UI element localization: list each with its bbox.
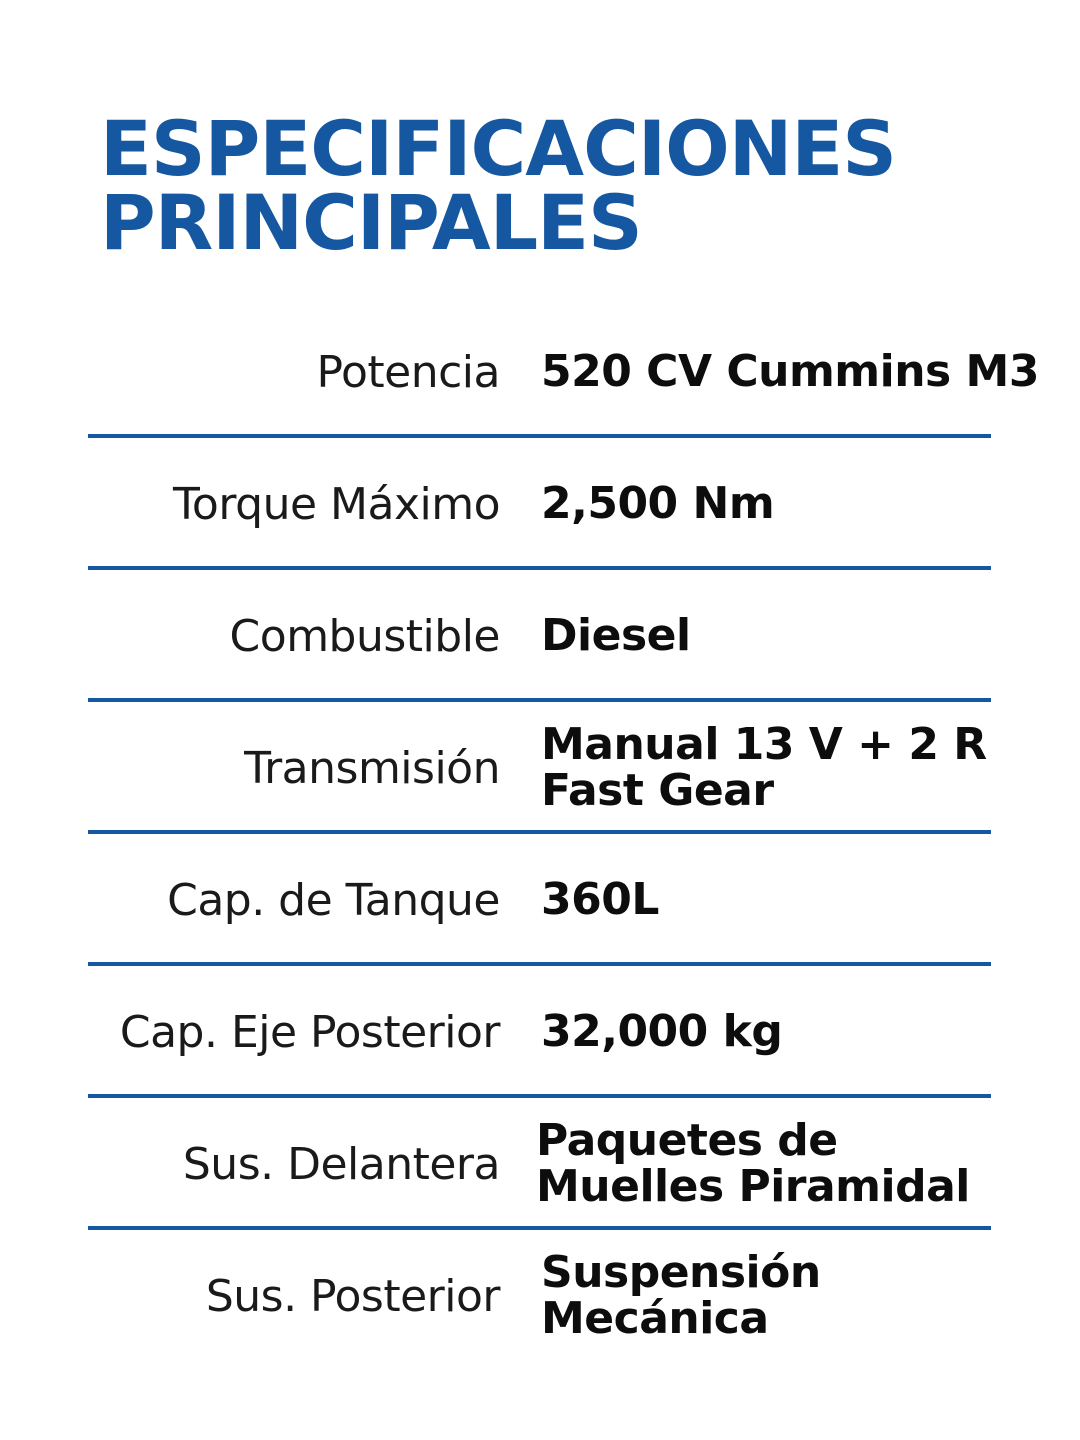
spec-row-torque: [0, 438, 1080, 570]
spec-value-line: 2,500 Nm: [541, 478, 775, 529]
spec-value-line: Muelles Piramidal: [536, 1161, 970, 1212]
spec-value: [541, 570, 1071, 702]
page-title: [100, 104, 897, 267]
spec-value-line: Mecánica: [541, 1293, 769, 1344]
spec-row-sus-posterior: [0, 1230, 1080, 1362]
spec-row-tanque: [0, 834, 1080, 966]
spec-value: [541, 438, 1071, 570]
spec-label: Sus. Delantera: [182, 1138, 500, 1190]
spec-row-transmision: [0, 702, 1080, 834]
spec-label: Cap. de Tanque: [167, 874, 500, 926]
spec-value-line: Paquetes de: [536, 1115, 838, 1166]
spec-label: Transmisión: [244, 742, 500, 794]
spec-label: Torque Máximo: [173, 478, 500, 530]
spec-row-eje-posterior: [0, 966, 1080, 1098]
spec-value: [536, 1098, 1066, 1230]
spec-value-line: Fast Gear: [541, 765, 774, 816]
spec-value-line: Suspensión: [541, 1247, 821, 1298]
spec-row-combustible: [0, 570, 1080, 702]
spec-row-potencia: [0, 306, 1080, 438]
spec-label: Sus. Posterior: [205, 1270, 500, 1322]
title-line-2: PRINCIPALES: [100, 178, 642, 267]
spec-label: Cap. Eje Posterior: [119, 1006, 500, 1058]
spec-value-line: 360L: [541, 874, 659, 925]
spec-label: Potencia: [316, 346, 500, 398]
title-line-1: ESPECIFICACIONES: [100, 104, 897, 193]
spec-label: Combustible: [229, 610, 500, 662]
spec-value: [541, 1230, 1071, 1362]
spec-value-line: 32,000 kg: [541, 1006, 783, 1057]
spec-value: [541, 834, 1071, 966]
spec-value-line: Diesel: [541, 610, 691, 661]
spec-row-sus-delantera: [0, 1098, 1080, 1230]
spec-value-line: Manual 13 V + 2 R: [541, 719, 987, 770]
spec-value: [541, 306, 1071, 438]
spec-value: [541, 702, 1071, 834]
spec-value-line: 520 CV Cummins M3: [541, 346, 1039, 397]
spec-value: [541, 966, 1071, 1098]
specs-table: [0, 306, 1080, 1362]
